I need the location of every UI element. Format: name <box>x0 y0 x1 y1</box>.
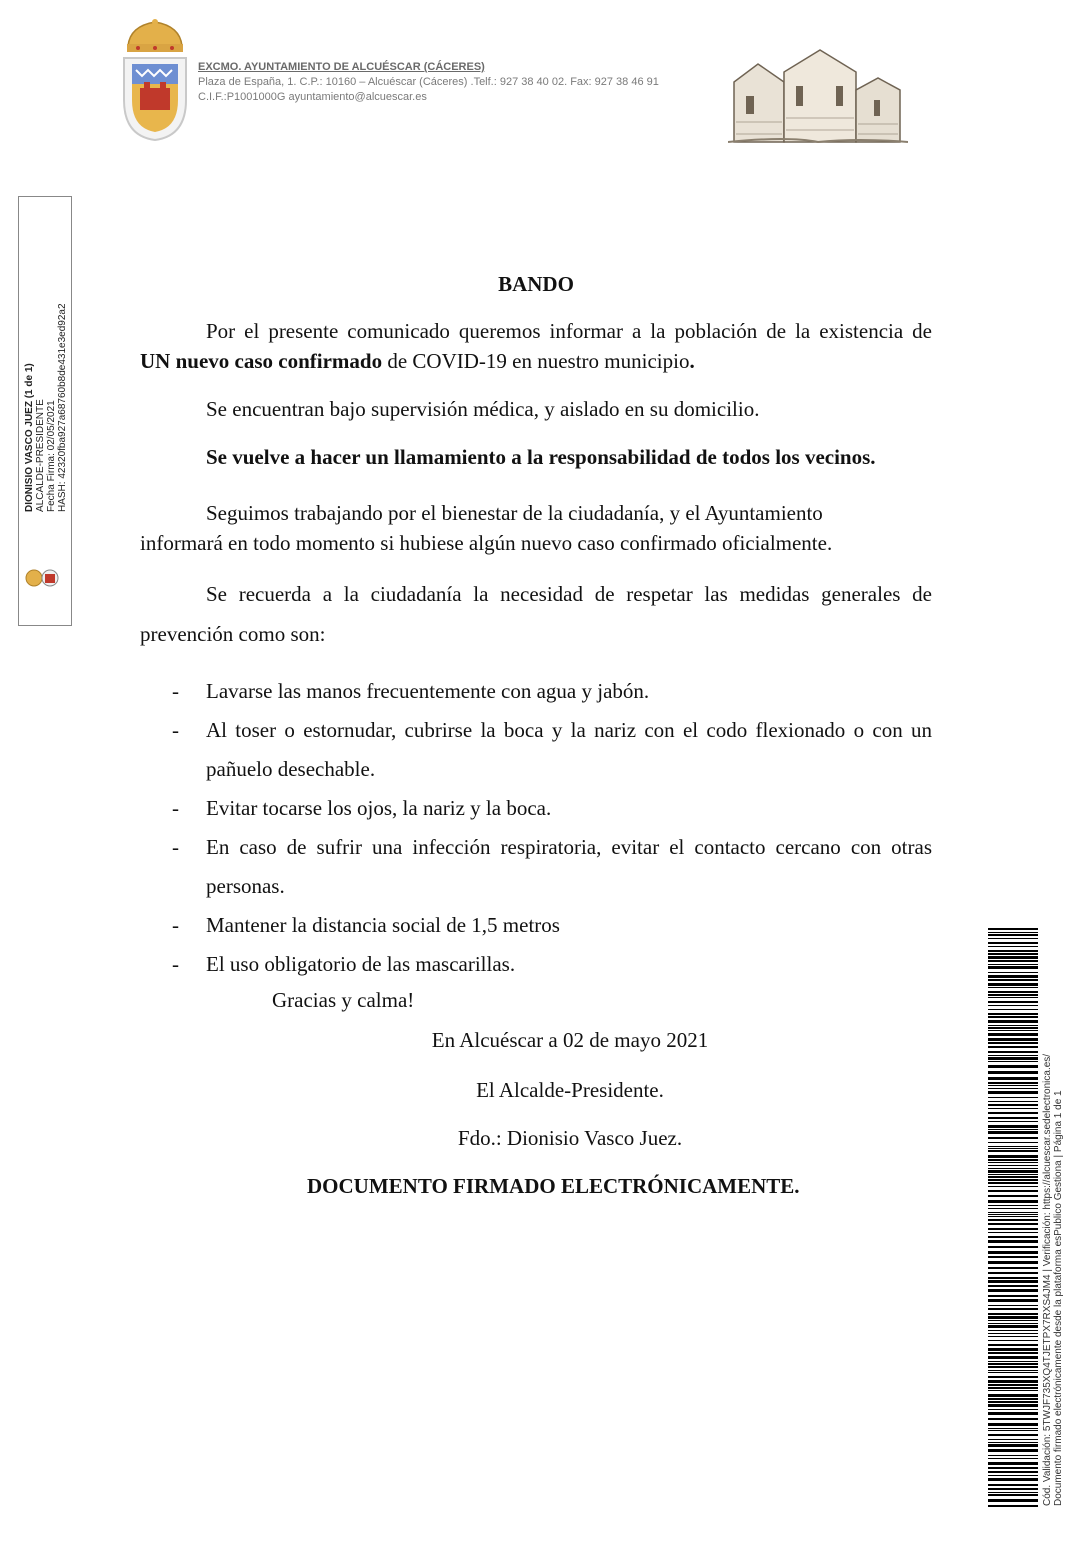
organization-name: EXCMO. AYUNTAMIENTO DE ALCUÉSCAR (CÁCERES) <box>198 61 485 73</box>
barcode-bar <box>988 1344 1038 1346</box>
barcode-bar <box>988 1316 1038 1319</box>
barcode-bar <box>988 1380 1038 1383</box>
barcode-bar <box>988 1162 1038 1163</box>
barcode-bar <box>988 1228 1038 1230</box>
barcode-bar <box>988 1001 1038 1003</box>
barcode-bar <box>988 1352 1038 1354</box>
barcode-bar <box>988 1101 1038 1102</box>
barcode-bar <box>988 1295 1038 1297</box>
cif-email-line: C.I.F.:P1001000G ayuntamiento@alcuescar.es <box>198 91 427 103</box>
barcode-bar <box>988 956 1038 959</box>
document-title: BANDO <box>498 272 574 296</box>
barcode-bar <box>988 1219 1038 1221</box>
signer-role: ALCALDE-PRESIDENTE <box>35 399 46 512</box>
barcode-bar <box>988 1061 1038 1062</box>
barcode-bar <box>988 1366 1038 1368</box>
barcode-bar <box>988 1434 1038 1436</box>
reminder-line2: prevención como son: <box>140 622 326 646</box>
coat-of-arms-logo <box>118 18 192 144</box>
barcode-bar <box>988 1142 1038 1143</box>
barcode-bar <box>988 1055 1038 1056</box>
barcode-bar <box>988 975 1038 978</box>
paragraph-reminder <box>140 574 932 654</box>
barcode-bar <box>988 1129 1038 1130</box>
barcode-bar <box>988 1401 1038 1403</box>
electronic-signature-notice: DOCUMENTO FIRMADO ELECTRÓNICAMENTE. <box>307 1174 800 1198</box>
barcode-bar <box>988 1305 1038 1306</box>
reminder-line1: Se recuerda a la ciudadanía la necesidad de respetar las medidas generales de <box>206 582 932 606</box>
barcode-bar <box>988 960 1038 962</box>
barcode-bar <box>988 1104 1038 1106</box>
barcode-bar <box>988 1412 1038 1415</box>
barcode-bar <box>988 1097 1038 1098</box>
signer-role-text: El Alcalde-Presidente. <box>476 1078 664 1102</box>
church-illustration <box>728 42 908 144</box>
barcode-bar <box>988 972 1038 973</box>
signature-hash: HASH: 42320fba927a68760b8de431e3ed92a2 <box>57 303 68 512</box>
barcode-bar <box>988 1492 1038 1493</box>
paragraph-continuing <box>140 498 932 558</box>
barcode-bar <box>988 1013 1038 1015</box>
barcode-bar <box>988 942 1038 944</box>
barcode-bar <box>988 1363 1038 1365</box>
barcode-bar <box>988 991 1038 993</box>
signature-date: Fecha Firma: 02/05/2021 <box>46 400 57 512</box>
barcode-bar <box>988 1333 1038 1334</box>
barcode-bar <box>988 1125 1038 1128</box>
barcode-bar <box>988 1387 1038 1389</box>
paragraph-announcement <box>140 316 932 376</box>
list-item: - Al toser o estornudar, cubrirse la boca y la nariz con el codo flexionado o con un pañuelo desechable. <box>172 718 932 781</box>
list-item: - Mantener la distancia social de 1,5 metros <box>172 913 560 937</box>
barcode-bar <box>988 1471 1038 1473</box>
barcode-bar <box>988 1121 1038 1122</box>
barcode-bar <box>988 1071 1038 1074</box>
barcode-bar <box>988 1174 1038 1175</box>
barcode-bar <box>988 1042 1038 1044</box>
barcode-bar <box>988 1478 1038 1481</box>
barcode-bar <box>988 1148 1038 1149</box>
barcode-bar <box>988 1449 1038 1452</box>
barcode-bar <box>988 1236 1038 1238</box>
barcode-bar <box>988 1313 1038 1315</box>
barcode-bar <box>988 1277 1038 1279</box>
barcode-bar <box>988 1404 1038 1407</box>
list-item: - El uso obligatorio de las mascarillas. <box>172 952 516 976</box>
barcode-bar <box>988 1384 1038 1386</box>
barcode-bar <box>988 1467 1038 1469</box>
barcode-bar <box>988 1016 1038 1018</box>
barcode-bar <box>988 1356 1038 1359</box>
barcode-bar <box>988 1223 1038 1225</box>
barcode-bar <box>988 1444 1038 1447</box>
barcode-bar <box>988 1299 1038 1302</box>
supervision-text: Se encuentran bajo supervisión médica, y aislado en su domicilio. <box>206 397 760 421</box>
barcode-bar <box>988 987 1038 988</box>
barcode-bar <box>988 1170 1038 1173</box>
barcode-bar <box>988 1325 1038 1328</box>
barcode-bar <box>988 1214 1038 1215</box>
barcode-bar <box>988 1038 1038 1041</box>
barcode-bar <box>988 1361 1038 1362</box>
barcode-bar <box>988 1117 1038 1119</box>
barcode-bar <box>988 1505 1038 1507</box>
barcode-bar <box>988 1025 1038 1026</box>
barcode-bar <box>988 928 1038 930</box>
barcode-bar <box>988 1112 1038 1114</box>
barcode-bar <box>988 1261 1038 1264</box>
barcode-bar <box>988 1475 1038 1476</box>
barcode-bar <box>988 1077 1038 1080</box>
barcode-bar <box>988 1308 1038 1310</box>
barcode-bar <box>988 1390 1038 1391</box>
barcode-bar <box>988 1091 1038 1094</box>
barcode-bar <box>988 1030 1038 1031</box>
barcode-bar <box>988 1442 1038 1443</box>
barcode-bar <box>988 1256 1038 1258</box>
announcement-period: . <box>689 349 695 373</box>
verification-line1: Cód. Validación: 5TWJF735XQ4TJETPX7RXS4JM4 | Verificación: https://alcuescar.sedelectronica.es/ <box>1042 1053 1053 1506</box>
barcode-bar <box>988 1330 1038 1331</box>
barcode-bar <box>988 1280 1038 1283</box>
barcode-bar <box>988 1155 1038 1158</box>
barcode-bar <box>988 1251 1038 1254</box>
signed-by: Fdo.: Dionisio Vasco Juez. <box>457 1126 683 1150</box>
barcode-bar <box>988 1240 1038 1243</box>
barcode-bar <box>988 1005 1038 1006</box>
list-item: - En caso de sufrir una infección respiratoria, evitar el contacto cercano con otras personas. <box>172 835 932 898</box>
barcode-bar <box>988 966 1038 969</box>
barcode-bar <box>988 1494 1038 1496</box>
barcode-bar <box>988 1418 1038 1420</box>
barcode-bar <box>988 1051 1038 1053</box>
announcement-bold: UN nuevo caso confirmado <box>140 349 383 373</box>
barcode-bar <box>988 1205 1038 1206</box>
barcode-bar <box>988 1046 1038 1048</box>
barcode-bar <box>988 1009 1038 1010</box>
list-item: - Lavarse las manos frecuentemente con agua y jabón. <box>172 679 650 703</box>
barcode-bar <box>988 1272 1038 1274</box>
closing-text: Gracias y calma! <box>272 988 415 1012</box>
barcode-bar <box>988 1150 1038 1152</box>
barcode-bar <box>988 1394 1038 1397</box>
barcode-bar <box>988 983 1038 986</box>
barcode-bar <box>988 1212 1038 1213</box>
continuing-line1: Seguimos trabajando por el bienestar de la ciudadanía, y el Ayuntamiento <box>206 501 823 525</box>
barcode-bar <box>988 1176 1038 1178</box>
barcode-bar <box>988 1137 1038 1139</box>
barcode-bar <box>988 994 1038 996</box>
barcode-bar <box>988 1033 1038 1036</box>
barcode-bar <box>988 1216 1038 1217</box>
barcode-bar <box>988 1455 1038 1456</box>
announcement-text-end: de COVID-19 en nuestro municipio <box>382 349 690 373</box>
announcement-text: Por el presente comunicado queremos informar a la población de la existencia de <box>206 319 932 343</box>
appeal-text: Se vuelve a hacer un llamamiento a la responsabilidad de todos los vecinos. <box>206 445 876 469</box>
place-date: En Alcuéscar a 02 de mayo 2021 <box>431 1028 709 1052</box>
validation-barcode <box>988 928 1038 1508</box>
barcode-bar <box>988 1246 1038 1248</box>
barcode-bar <box>988 1232 1038 1233</box>
barcode-bar <box>988 1376 1038 1378</box>
barcode-bar <box>988 1348 1038 1351</box>
prevention-measures-list <box>140 672 932 984</box>
barcode-bar <box>988 979 1038 981</box>
barcode-bar <box>988 1208 1038 1209</box>
paragraph-appeal <box>140 442 932 472</box>
barcode-bar <box>988 1285 1038 1287</box>
barcode-bar <box>988 1370 1038 1371</box>
paragraph-supervision <box>140 394 932 424</box>
barcode-bar <box>988 1484 1038 1486</box>
barcode-bar <box>988 932 1038 933</box>
barcode-bar <box>988 1323 1038 1324</box>
barcode-bar <box>988 1336 1038 1337</box>
barcode-bar <box>988 1372 1038 1373</box>
barcode-bar <box>988 1085 1038 1086</box>
barcode-bar <box>988 1027 1038 1029</box>
barcode-bar <box>988 1289 1038 1292</box>
barcode-bar <box>988 1409 1038 1410</box>
barcode-bar <box>988 1340 1038 1341</box>
barcode-bar <box>988 1462 1038 1465</box>
letterhead <box>198 60 659 105</box>
barcode-bar <box>988 1182 1038 1184</box>
barcode-bar <box>988 1179 1038 1181</box>
barcode-bar <box>988 1423 1038 1426</box>
barcode-bar <box>988 1088 1038 1089</box>
barcode-bar <box>988 997 1038 998</box>
barcode-bar <box>988 1267 1038 1269</box>
barcode-bar <box>988 1190 1038 1192</box>
verification-line2: Documento firmado electrónicamente desde la plataforma esPublico Gestiona | Página 1 de 1 <box>1053 1090 1064 1506</box>
barcode-bar <box>988 1065 1038 1068</box>
barcode-bar <box>988 1131 1038 1134</box>
seal-icon <box>24 566 62 590</box>
barcode-bar <box>988 1458 1038 1459</box>
barcode-bar <box>988 1165 1038 1166</box>
barcode-bar <box>988 938 1038 939</box>
barcode-bar <box>988 1320 1038 1321</box>
barcode-bar <box>988 1428 1038 1429</box>
barcode-bar <box>988 1168 1038 1169</box>
barcode-bar <box>988 1020 1038 1023</box>
barcode-bar <box>988 934 1038 936</box>
barcode-bar <box>988 964 1038 965</box>
barcode-bar <box>988 946 1038 947</box>
barcode-bar <box>988 1488 1038 1490</box>
signature-stamp-text <box>24 212 68 512</box>
barcode-bar <box>988 1159 1038 1161</box>
barcode-bar <box>988 1439 1038 1440</box>
barcode-bar <box>988 1430 1038 1431</box>
barcode-bar <box>988 1082 1038 1084</box>
barcode-bar <box>988 1195 1038 1197</box>
barcode-bar <box>988 953 1038 955</box>
barcode-bar <box>988 1499 1038 1502</box>
barcode-bar <box>988 1398 1038 1400</box>
address-line: Plaza de España, 1. C.P.: 10160 – Alcuéscar (Cáceres) .Telf.: 927 38 40 02. Fax: 927 38 46 91 <box>198 76 659 88</box>
verification-text <box>1042 996 1064 1506</box>
barcode-bar <box>988 1186 1038 1187</box>
signer-name: DIONISIO VASCO JUEZ (1 de 1) <box>24 363 35 512</box>
barcode-bar <box>988 1146 1038 1147</box>
barcode-bar <box>988 950 1038 952</box>
continuing-line2: informará en todo momento si hubiese algún nuevo caso confirmado oficialmente. <box>140 531 833 555</box>
list-item: - Evitar tocarse los ojos, la nariz y la boca. <box>172 796 552 820</box>
barcode-bar <box>988 1057 1038 1060</box>
barcode-bar <box>988 1200 1038 1203</box>
barcode-bar <box>988 1108 1038 1109</box>
